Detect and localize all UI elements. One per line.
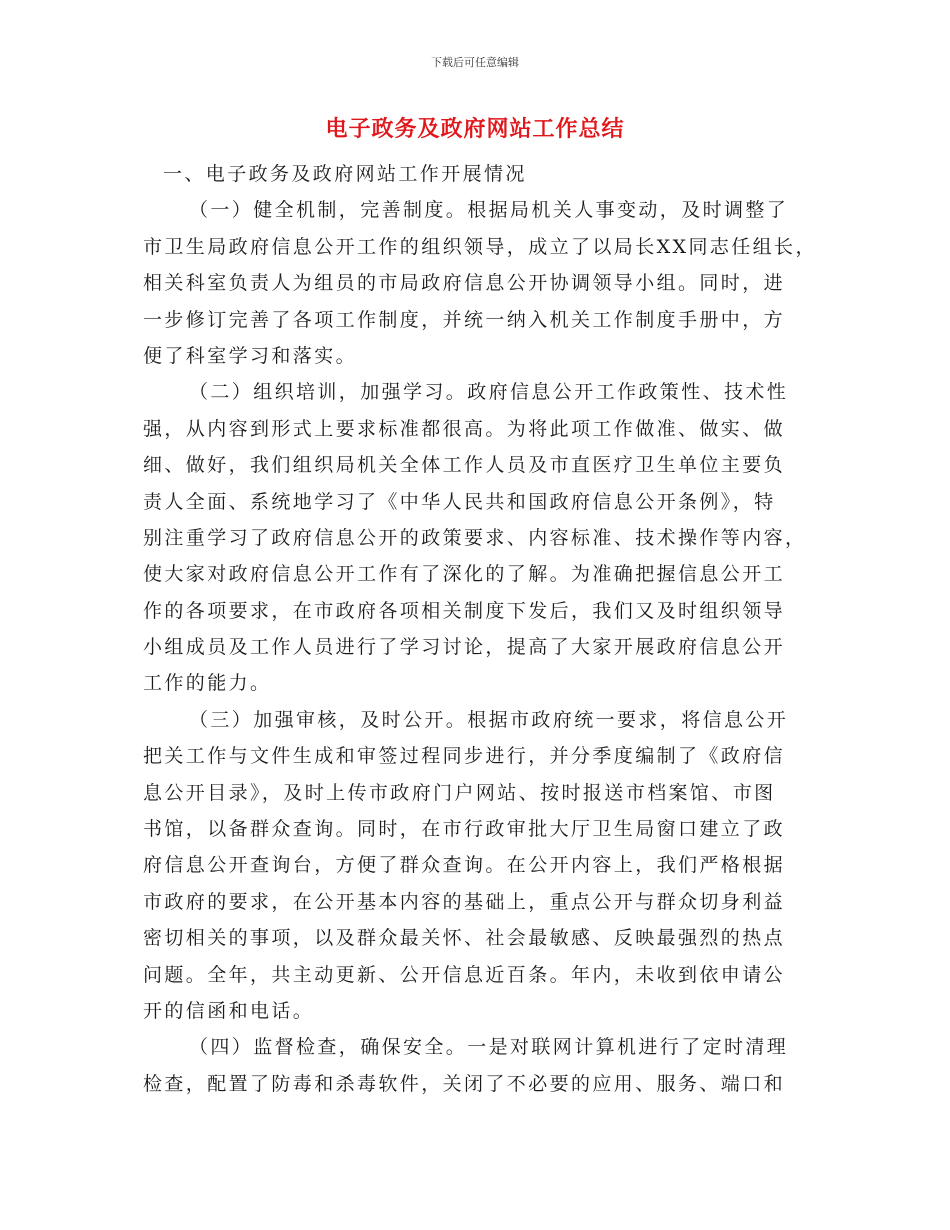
header-note: 下载后可任意编辑	[431, 56, 519, 69]
document-body	[143, 156, 817, 1102]
paragraph-2-line: （二）组织培训，加强学习。政府信息公开工作政策性、技术性	[189, 381, 789, 404]
paragraph-2-line: 作的各项要求，在市政府各项相关制度下发后，我们又及时组织领导	[143, 599, 786, 622]
paragraph-4-line: （四）监督检查，确保安全。一是对联网计算机进行了定时清理	[189, 1036, 789, 1059]
paragraph-3-line: 书馆，以备群众查询。同时，在市行政审批大厅卫生局窗口建立了政	[143, 818, 786, 841]
paragraph-1-line: 相关科室负责人为组员的市局政府信息公开协调领导小组。同时，进	[143, 272, 786, 295]
paragraph-3-line: 开的信函和电话。	[143, 999, 315, 1022]
document-title: 电子政务及政府网站工作总结	[325, 116, 625, 142]
paragraph-2-line: 工作的能力。	[143, 672, 272, 695]
paragraph-3-line: 问题。全年，共主动更新、公开信息近百条。年内，未收到依申请公	[143, 963, 786, 986]
paragraph-1-line: 一步修订完善了各项工作制度，并统一纳入机关工作制度手册中，方	[143, 308, 786, 331]
paragraph-3-line: 把关工作与文件生成和审签过程同步进行，并分季度编制了《政府信	[143, 745, 786, 768]
paragraph-2-line: 使大家对政府信息公开工作有了深化的了解。为准确把握信息公开工	[143, 563, 786, 586]
paragraph-2-line: 细、做好，我们组织局机关全体工作人员及市直医疗卫生单位主要负	[143, 454, 786, 477]
paragraph-3-line: 息公开目录》，及时上传市政府门户网站、按时报送市档案馆、市图	[143, 781, 776, 804]
paragraph-2-line: 强，从内容到形式上要求标准都很高。为将此项工作做准、做实、做	[143, 417, 786, 440]
paragraph-3-line: 市政府的要求，在公开基本内容的基础上，重点公开与群众切身利益	[143, 890, 786, 913]
paragraph-3-line: 府信息公开查询台，方便了群众查询。在公开内容上，我们严格根据	[143, 854, 786, 877]
paragraph-1-line: 便了科室学习和落实。	[143, 344, 358, 367]
paragraph-1-line: 市卫生局政府信息公开工作的组织领导，成立了以局长XX同志任组长，	[143, 235, 817, 258]
paragraph-2-line: 责人全面、系统地学习了《中华人民共和国政府信息公开条例》，特	[143, 490, 776, 513]
paragraph-3-line: （三）加强审核，及时公开。根据市政府统一要求，将信息公开	[189, 708, 789, 731]
paragraph-4-line: 检查，配置了防毒和杀毒软件，关闭了不必要的应用、服务、端口和	[143, 1072, 786, 1095]
section-heading: 一、电子政务及政府网站工作开展情况	[163, 163, 527, 185]
paragraph-2-line: 小组成员及工作人员进行了学习讨论，提高了大家开展政府信息公开	[143, 636, 786, 659]
paragraph-1-line: （一）健全机制，完善制度。根据局机关人事变动，及时调整了	[189, 199, 789, 222]
paragraph-2-line: 别注重学习了政府信息公开的政策要求、内容标准、技术操作等内容，	[143, 526, 807, 549]
paragraph-3-line: 密切相关的事项，以及群众最关怀、社会最敏感、反映最强烈的热点	[143, 927, 786, 950]
